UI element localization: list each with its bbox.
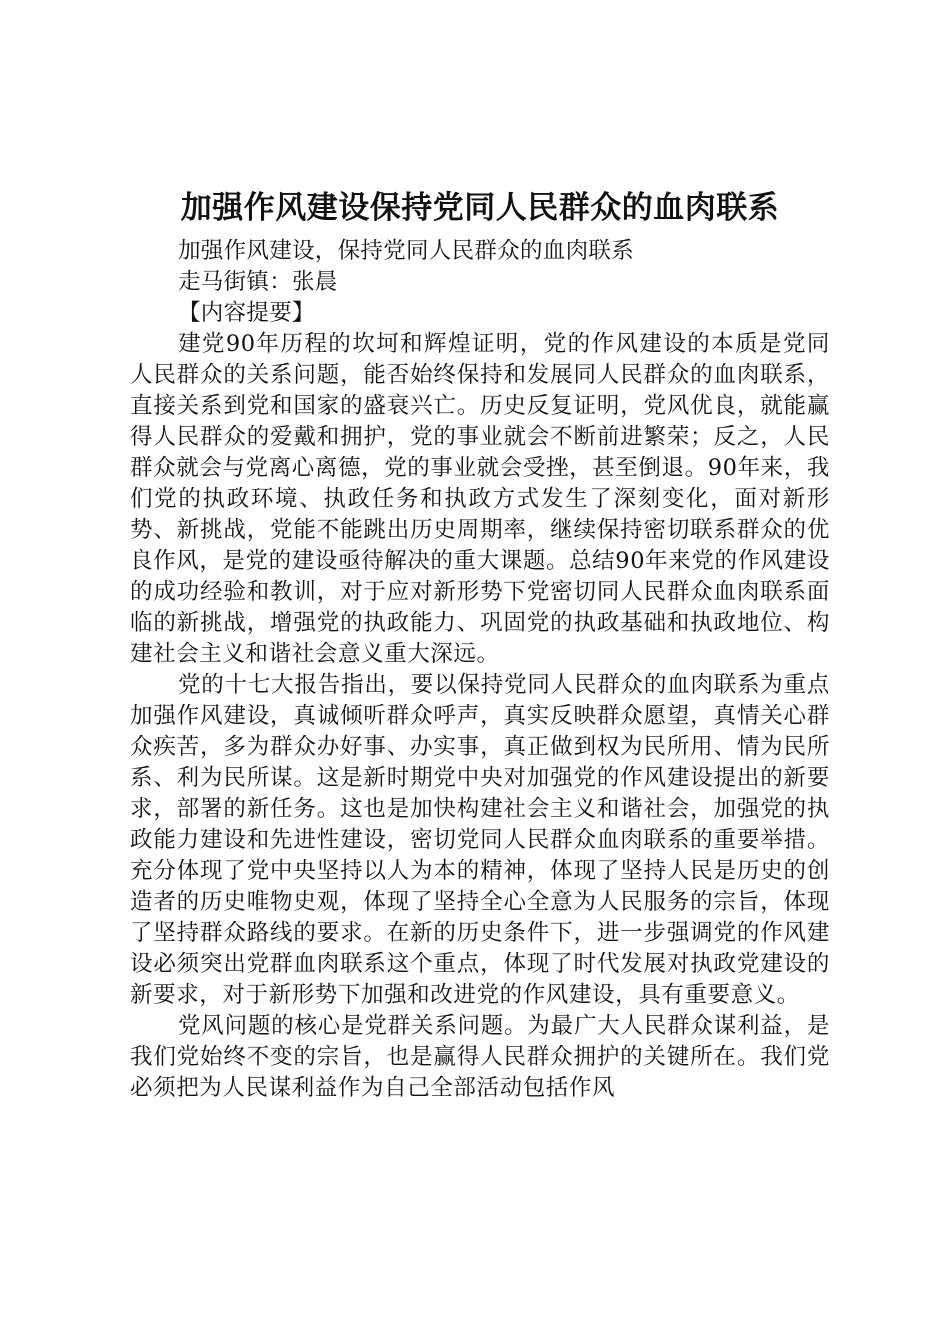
abstract-heading: 【内容提要】 <box>178 300 315 326</box>
body-paragraph: 建党90年历程的坎坷和辉煌证明，党的作风建设的本质是党同人民群众的关系问题，能否始终保持和发展同人民群众的血肉联系，直接关系到党和国家的盛衰兴亡。历史反复证明，党风优良，就能赢得人民群众的爱戴和拥护，党的事业就会不断前进繁荣；反之，人民群众就会与党离心离德，党的事业就会受挫，甚至倒退。90年来，我们党的执政环境、执政任务和执政方式发生了深刻变化，面对新形势、新挑战，党能不能跳出历史周期率，继续保持密切联系群众的优良作风，是党的建设亟待解决的重大课题。总结90年来党的作风建设的成功经验和教训，对于应对新形势下党密切同人民群众血肉联系面临的新挑战，增强党的执政能力、巩固党的执政基础和执政地位、构建社会主义和谐社会意义重大深远。 <box>130 331 830 667</box>
document-page <box>130 186 830 1104</box>
document-title: 加强作风建设保持党同人民群众的血肉联系 <box>180 190 780 226</box>
document-author: 走马街镇：张晨 <box>178 269 338 295</box>
body-paragraph: 党的十七大报告指出，要以保持党同人民群众的血肉联系为重点加强作风建设，真诚倾听群众呼声，真实反映群众愿望，真情关心群众疾苦，多为群众办好事、办实事，真正做到权为民所用、情为民所系、利为民所谋。这是新时期党中央对加强党的作风建设提出的新要求，部署的新任务。这也是加快构建社会主义和谐社会，加强党的执政能力建设和先进性建设，密切党同人民群众血肉联系的重要举措。充分体现了党中央坚持以人为本的精神，体现了坚持人民是历史的创造者的历史唯物史观，体现了坚持全心全意为人民服务的宗旨，体现了坚持群众路线的要求。在新的历史条件下，进一步强调党的作风建设必须突出党群血肉联系这个重点，体现了时代发展对执政党建设的新要求，对于新形势下加强和改进党的作风建设，具有重要意义。 <box>130 672 830 1008</box>
body-paragraph: 党风问题的核心是党群关系问题。为最广大人民群众谋利益，是我们党始终不变的宗旨，也是赢得人民群众拥护的关键所在。我们党必须把为人民谋利益作为自己全部活动包括作风 <box>130 1013 830 1101</box>
document-subtitle: 加强作风建设，保持党同人民群众的血肉联系 <box>178 238 635 264</box>
